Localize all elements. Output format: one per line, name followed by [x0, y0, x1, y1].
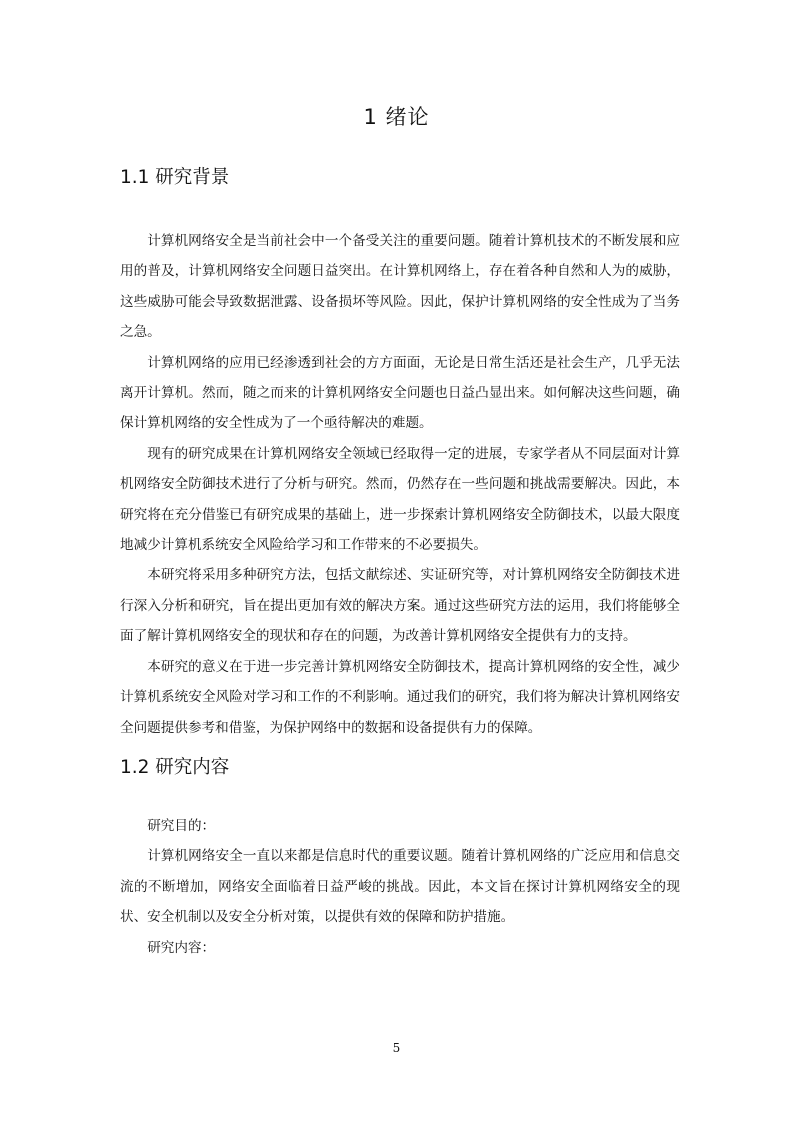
section-body-content: [120, 811, 680, 963]
chapter-title: 1 绪论: [363, 105, 430, 129]
paragraph: 计算机网络的应用已经渗透到社会的方方面面，无论是日常生活还是社会生产，几乎无法离开计算机。然而，随之而来的计算机网络安全问题也日益凸显出来。如何解决这些问题，确保计算机网络的安全性成为了一个亟待解决的难题。: [120, 354, 680, 432]
paragraph: 研究内容：: [147, 939, 216, 956]
paragraph: 研究目的：: [147, 818, 216, 834]
paragraph: 本研究将采用多种研究方法，包括文献综述、实证研究等，对计算机网络安全防御技术进行深入分析和研究，旨在提出更加有效的解决方案。通过这些研究方法的运用，我们将能够全面了解计算机网络安全的现状和存在的问题，为改善计算机网络安全提供有力的支持。: [120, 567, 680, 645]
section-heading-content: 1.2 研究内容: [120, 757, 230, 778]
section-body-background: [120, 226, 680, 743]
paragraph: 现有的研究成果在计算机网络安全领域已经取得一定的进展，专家学者从不同层面对计算机网络安全防御技术进行了分析与研究。然而，仍然存在一些问题和挑战需要解决。因此，本研究将在充分借鉴已有研究成果的基础上，进一步探索计算机网络安全防御技术，以最大限度地减少计算机系统安全风险给学习和工作带来的不必要损失。: [120, 445, 680, 554]
paragraph: 本研究的意义在于进一步完善计算机网络安全防御技术，提高计算机网络的安全性，减少计算机系统安全风险对学习和工作的不利影响。通过我们的研究，我们将为解决计算机网络安全问题提供参考和借鉴，为保护网络中的数据和设备提供有力的保障。: [120, 658, 680, 736]
page-number: 5: [392, 1041, 401, 1055]
paragraph: 计算机网络安全是当前社会中一个备受关注的重要问题。随着计算机技术的不断发展和应用的普及，计算机网络安全问题日益突出。在计算机网络上，存在着各种自然和人为的威胁，这些威胁可能会导致数据泄露、设备损坏等风险。因此，保护计算机网络的安全性成为了当务之急。: [120, 233, 680, 341]
paragraph: 计算机网络安全一直以来都是信息时代的重要议题。随着计算机网络的广泛应用和信息交流的不断增加，网络安全面临着日益严峻的挑战。因此，本文旨在探讨计算机网络安全的现状、安全机制以及安全分析对策，以提供有效的保障和防护措施。: [120, 848, 680, 926]
section-heading-background: 1.1 研究背景: [120, 167, 230, 188]
